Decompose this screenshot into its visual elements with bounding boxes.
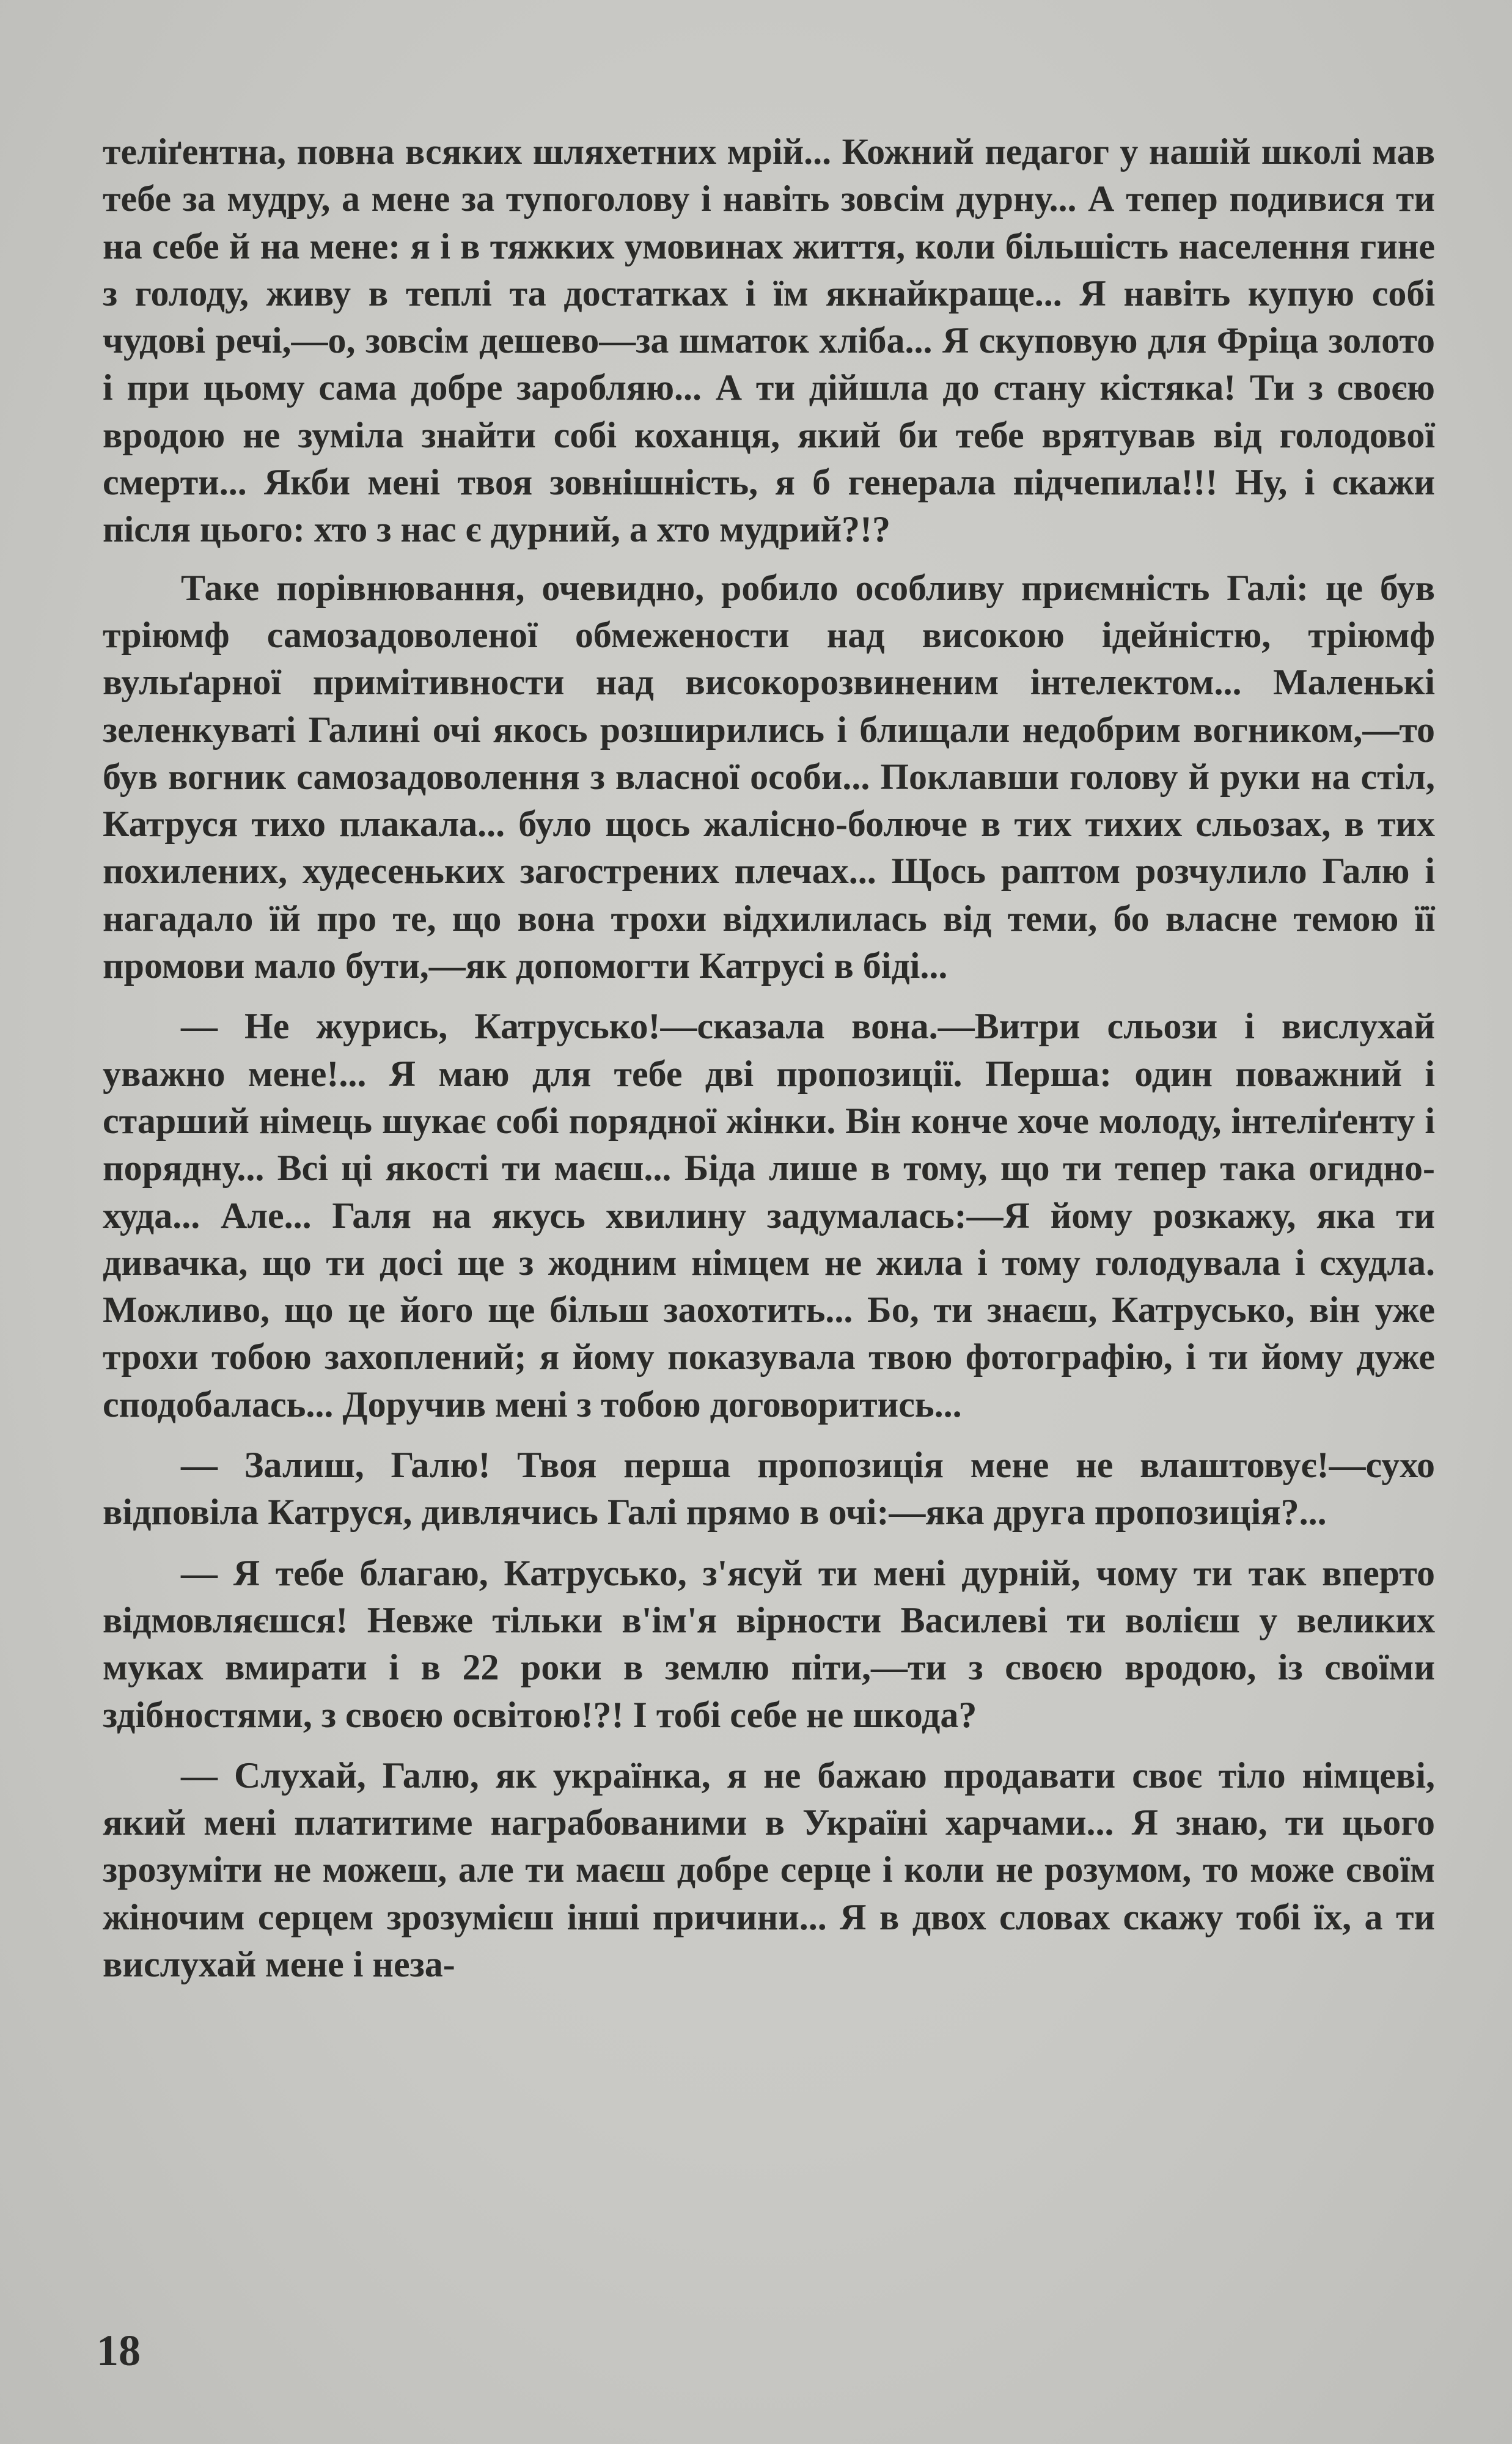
- paragraph-5: — Я тебе благаю, Катрусько, з'ясуй ти мені дурній, чому ти так вперто відмовляєшся! Невже тільки в'ім'я вірности Василеві ти волієш у великих муках вмирати і в 22 роки в землю піти,—ти з своєю вродою, із своїми здібностями, з своєю освітою!?! І тобі себе не шкода?: [103, 1552, 1435, 1735]
- paragraph-3: — Не журись, Катрусько!—сказала вона.—Витри сльози і вислухай уважно мене!... Я маю для тебе дві пропозиції. Перша: один поважний і старший німець шукає собі порядної жінки. Він конче хоче молоду, інтеліґенту і порядну... Всі ці якості ти маєш... Біда лише в тому, що ти тепер така огидно-худа... Але... Галя на якусь хвилину задумалась:—Я йому розкажу, яка ти дивачка, що ти досі ще з жодним німцем не жила і тому голодувала і схудла. Можливо, що це його ще більш заохотить... Бо, ти знаєш, Катрусько, він уже трохи тобою захоплений; я йому показувала твою фотографію, і ти йому дуже сподобалась... Доручив мені з тобою договоритись...: [103, 1006, 1435, 1425]
- paragraph-2: Таке порівнювання, очевидно, робило особливу приємність Галі: це був тріюмф самозадоволеної обмежености над високою ідейністю, тріюмф вульґарної примітивности над високорозвиненим інтелектом... Маленькі зеленкуваті Галині очі якось розширились і блищали недобрим вогником,—то був вогник самозадоволення з власної особи... Поклавши голову й руки на стіл, Катруся тихо плакала... було щось жалісно-болюче в тих тихих сльозах, в тих похилених, худесеньких загострених плечах... Щось раптом розчулило Галю і нагадало їй про те, що вона трохи відхилилась від теми, бо власне темою її промови мало бути,—як допомогти Катрусі в біді...: [103, 567, 1435, 986]
- page-text: [103, 128, 1435, 1988]
- paragraph-1: теліґентна, повна всяких шляхетних мрій... Кожний педагог у нашій школі мав тебе за мудру, а мене за тупоголову і навіть зовсім дурну... А тепер подивися ти на себе й на мене: я і в тяжких умовинах життя, коли більшість населення гине з голоду, живу в теплі та достатках і їм якнайкраще... Я навіть купую собі чудові речі,—о, зовсім дешево—за шматок хліба... Я скуповую для Фріца золото і при цьому сама добре заробляю... А ти дійшла до стану кістяка! Ти з своєю вродою не зуміла знайти собі коханця, який би тебе врятував від голодової смерти... Якби мені твоя зовнішність, я б генерала підчепила!!! Ну, і скажи після цього: хто з нас є дурний, а хто мудрий?!?: [103, 131, 1435, 550]
- paragraph-6: — Слухай, Галю, як українка, я не бажаю продавати своє тіло німцеві, який мені платитиме награбованими в Україні харчами... Я знаю, ти цього зрозуміти не можеш, але ти маєш добре серце і коли не розумом, то може своїм жіночим серцем зрозумієш інші причини... Я в двох словах скажу тобі їх, а ти вислухай мене і неза-: [103, 1755, 1435, 1984]
- paragraph-4: — Залиш, Галю! Твоя перша пропозиція мене не влаштовує!—сухо відповіла Катруся, дивлячись Галі прямо в очі:—яка друга пропозиція?...: [103, 1445, 1435, 1533]
- page-number: 18: [97, 2326, 141, 2375]
